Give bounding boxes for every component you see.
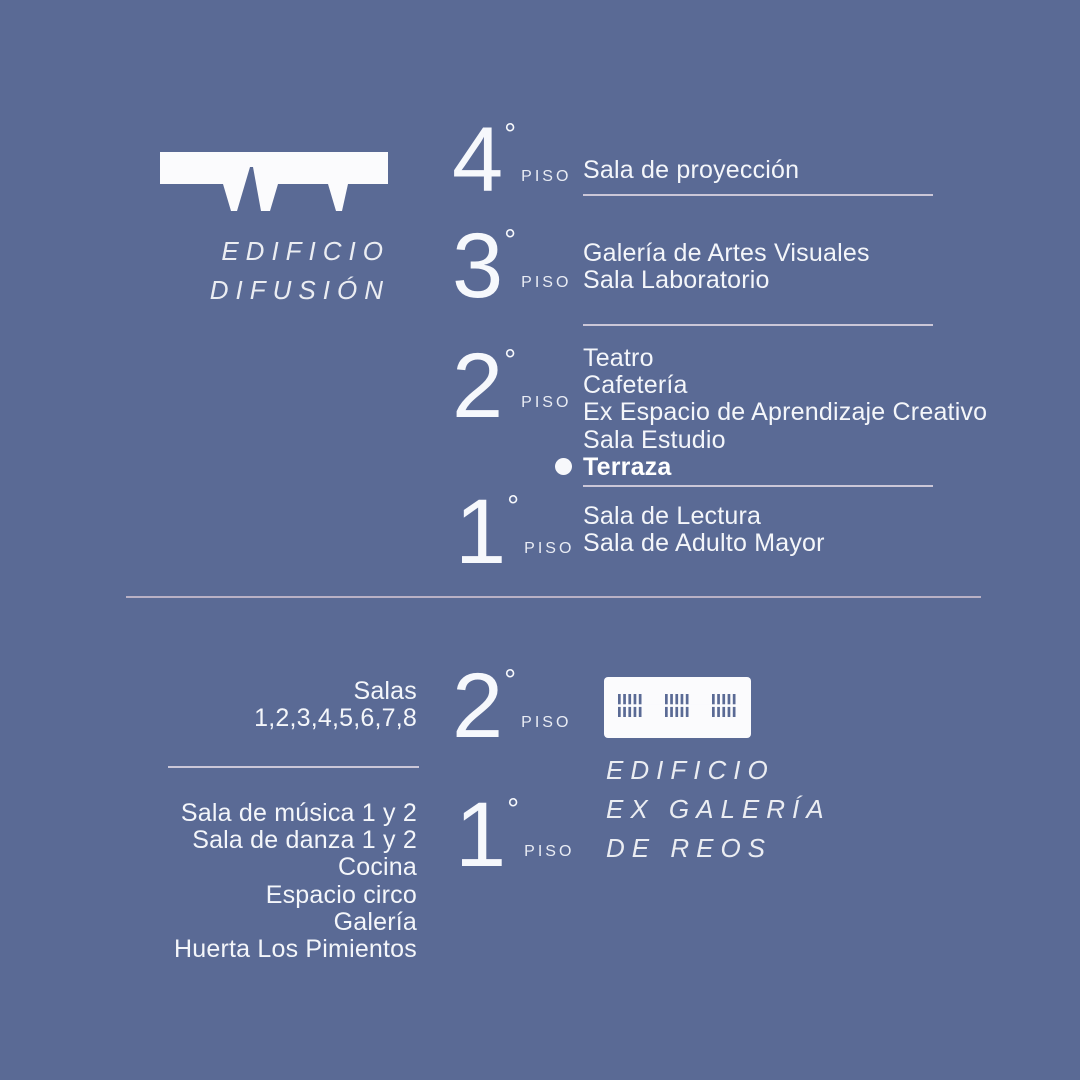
ex-galeria-floor-2-rooms xyxy=(150,678,417,732)
ex-galeria-floor-2-number xyxy=(452,655,572,757)
room-label: Sala de danza 1 y 2 xyxy=(192,826,417,855)
room-label: 1,2,3,4,5,6,7,8 xyxy=(254,704,417,733)
piso-label: PISO xyxy=(524,540,575,557)
ex-galeria-floor-1-number xyxy=(455,784,575,886)
difusion-floor-2-rooms xyxy=(583,345,987,481)
difusion-floor-3-number xyxy=(452,215,572,317)
room-label: Sala Estudio xyxy=(583,425,726,454)
ex-galeria-title-line2: EX GALERÍA xyxy=(606,794,831,824)
floor-number: 4 xyxy=(452,109,502,211)
ex-galeria-title-line3: DE REOS xyxy=(606,833,773,863)
difusion-floor-3-rooms xyxy=(583,240,870,294)
difusion-floor-1-number xyxy=(455,481,575,583)
room-label: Cafetería xyxy=(583,371,688,400)
floor-number: 1 xyxy=(455,481,505,583)
difusion-building-icon xyxy=(160,152,388,212)
piso-label: PISO xyxy=(521,168,572,185)
highlighted-room-text: Terraza xyxy=(583,452,672,481)
section-underline xyxy=(583,485,933,487)
section-underline xyxy=(583,194,933,196)
difusion-title-line1: EDIFICIO xyxy=(221,236,390,266)
room-label: Sala de Adulto Mayor xyxy=(583,529,825,558)
piso-label: PISO xyxy=(524,843,575,860)
ex-galeria-building-icon xyxy=(604,677,751,738)
room-label: Sala de proyección xyxy=(583,156,800,184)
bullet-icon xyxy=(555,458,572,475)
room-label: Sala de Lectura xyxy=(583,502,762,530)
degree-symbol: ° xyxy=(507,490,520,523)
floor-number: 2 xyxy=(452,655,502,757)
floor-number: 2 xyxy=(452,335,502,437)
room-label: Galería xyxy=(333,907,417,936)
floor-number: 3 xyxy=(452,215,502,317)
degree-symbol: ° xyxy=(504,664,517,697)
degree-symbol: ° xyxy=(504,118,517,151)
room-label: Sala de música 1 y 2 xyxy=(180,799,417,827)
ex-galeria-floor-1-rooms xyxy=(150,800,417,963)
section-underline xyxy=(583,324,933,326)
ex-galeria-title-line1: EDIFICIO xyxy=(606,755,775,785)
room-label: Cocina xyxy=(337,853,417,882)
degree-symbol: ° xyxy=(507,793,520,826)
difusion-building-title xyxy=(110,232,390,310)
difusion-floor-2-number xyxy=(452,335,572,437)
room-label-highlighted xyxy=(583,454,987,481)
room-label: Galería de Artes Visuales xyxy=(583,239,870,267)
room-label: Sala Laboratorio xyxy=(583,266,770,295)
section-divider xyxy=(126,596,981,598)
floor-number: 1 xyxy=(455,784,505,886)
room-label: Huerta Los Pimientos xyxy=(173,935,417,964)
difusion-floor-1-rooms xyxy=(583,503,825,557)
difusion-floor-4-number xyxy=(452,109,572,211)
room-label: Ex Espacio de Aprendizaje Creativo xyxy=(583,398,988,427)
room-label: Espacio circo xyxy=(265,880,417,909)
degree-symbol: ° xyxy=(504,344,517,377)
difusion-title-line2: DIFUSIÓN xyxy=(209,275,390,305)
piso-label: PISO xyxy=(521,394,572,411)
piso-label: PISO xyxy=(521,274,572,291)
section-underline xyxy=(168,766,419,768)
difusion-floor-4-rooms xyxy=(583,157,799,184)
degree-symbol: ° xyxy=(504,224,517,257)
room-label: Teatro xyxy=(583,344,654,372)
room-label: Salas xyxy=(353,677,417,705)
ex-galeria-building-title xyxy=(606,751,831,868)
piso-label: PISO xyxy=(521,714,572,731)
